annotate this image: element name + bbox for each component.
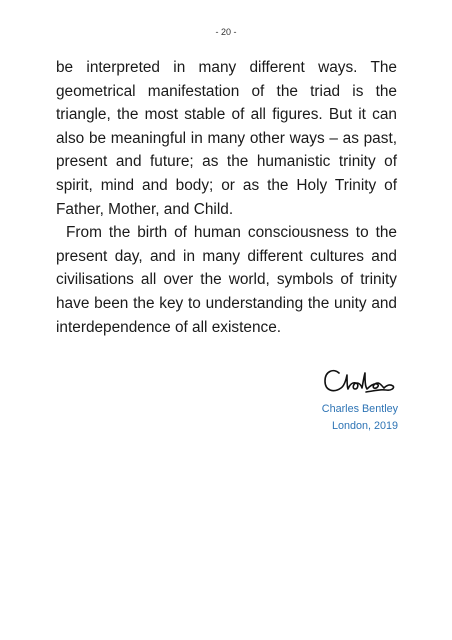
- paragraph: From the birth of human consciousness to the present day, and in many different cultures and civilisations all over the world, symbols of trinity have been the key to understanding the unity and interdependence of all existence.: [56, 224, 397, 336]
- place-and-date: London, 2019: [331, 420, 398, 432]
- paragraph: be interpreted in many different ways. The geometrical manifestation of the triad is the triangle, the most stable of all figures. But it can also be meaningful in many other ways – as past, present and future; as the humanistic trinity of spirit, mind and body; or as the Holy Trinity of Father, Mother, and Child.: [56, 59, 397, 218]
- body-text: [56, 56, 397, 339]
- page-number: - 20 -: [215, 27, 237, 37]
- sign-off: [322, 401, 398, 435]
- handwritten-signature: [322, 366, 396, 396]
- author-name: Charles Bentley: [321, 403, 398, 415]
